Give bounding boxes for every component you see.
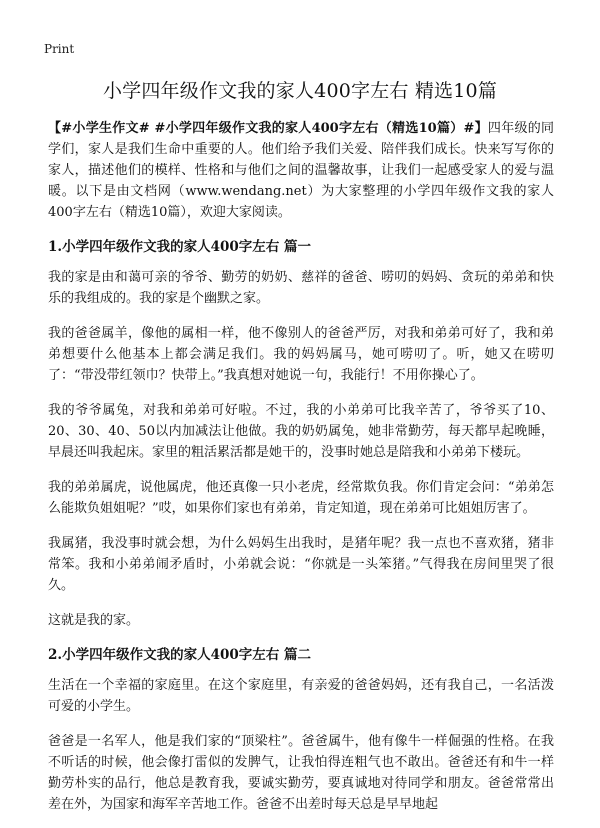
paragraph: 这就是我的家。 [48,613,140,628]
paragraph: 我属猪，我没事时就会想，为什么妈妈生出我时，是猪年呢？我一点也不喜欢猪，猪非常笨。我和小弟弟闹矛盾时，小弟就会说：“你就是一头笨猪。”气得我在房间里哭了很久。 [48,536,554,593]
page-title: 小学四年级作文我的家人400字左右 精选10篇 [102,80,498,102]
intro-tag: 【#小学生作文# #小学四年级作文我的家人400字左右（精选10篇）#】 [48,121,488,136]
intro-paragraph [48,118,554,223]
paragraph: 爸爸是一名军人，他是我们家的“顶梁柱”。爸爸属牛，他有像牛一样倔强的性格。在我不听话的时候，他会像打雷似的发脾气，让我怕得连粗气也不敢出。爸爸还有和牛一样勤劳朴实的品行，他总是教育我，要诚实勤劳，要真诚地对待同学和朋友。爸爸常常出差在外，为国家和海军辛苦地工作。爸爸不出差时每天总是早早地起 [48,734,554,812]
section-heading-1: 1.小学四年级作文我的家人400字左右 篇一 [48,239,311,255]
paragraph: 我的弟弟属虎，说他属虎，他还真像一只小老虎，经常欺负我。你们肯定会问：“弟弟怎么能欺负姐姐呢？”哎，如果你们家也有弟弟，肯定知道，现在弟弟可比姐姐厉害了。 [48,480,554,516]
intro-text: 四年级的同学们，家人是我们生命中重要的人。他们给予我们关爱、陪伴我们成长。快来写写你的家人，描述他们的模样、性格和与他们之间的温馨故事，让我们一起感受家人的爱与温暖。以下是由文档网（www.wendang.net）为大家整理的小学四年级作文我的家人400字左右（精选10篇），欢迎大家阅读。 [48,121,554,220]
paragraph: 我的家是由和蔼可亲的爷爷、勤劳的奶奶、慈祥的爸爸、唠叨的妈妈、贪玩的弟弟和快乐的我组成的。我的家是个幽默之家。 [48,270,554,306]
article-body [48,118,554,828]
paragraph: 生活在一个幸福的家庭里。在这个家庭里，有亲爱的爸爸妈妈，还有我自己，一名活泼可爱的小学生。 [48,678,554,714]
paragraph: 我的爷爷属兔，对我和弟弟可好啦。不过，我的小弟弟可比我辛苦了，爷爷买了10、20、30、40、50以内加减法让他做。我的奶奶属兔，她非常勤劳，每天都早起晚睡，早晨还叫我起床。家里的粗活累活都是她干的，没事时她总是陪我和小弟弟下楼玩。 [48,403,554,460]
section-heading-2: 2.小学四年级作文我的家人400字左右 篇二 [48,647,311,663]
print-link[interactable]: Print [44,42,75,56]
paragraph: 我的爸爸属羊，像他的属相一样，他不像别人的爸爸严厉，对我和弟弟可好了，我和弟弟想要什么他基本上都会满足我们。我的妈妈属马，她可唠叨了。听，她又在唠叨了：“带没带红领巾？快带上。”我真想对她说一句，我能行！不用你操心了。 [48,326,554,383]
